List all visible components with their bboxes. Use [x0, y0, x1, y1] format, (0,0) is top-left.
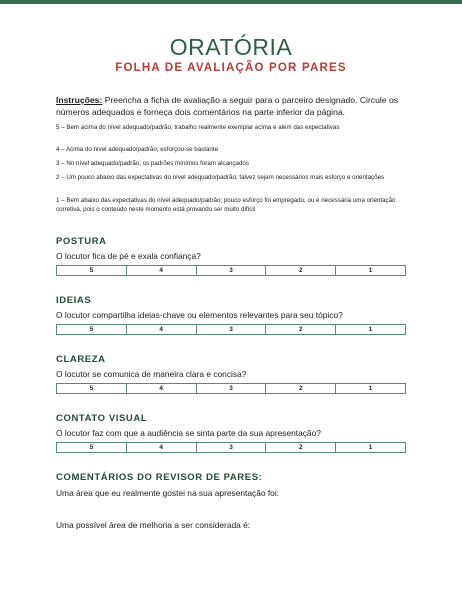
rating-option-2[interactable]: 2	[266, 325, 336, 334]
section-heading: CONTATO VISUAL	[56, 413, 148, 424]
rating-option-5[interactable]: 5	[57, 325, 127, 334]
scale-item-5: 5 – Bem acima do nível adequado/padrão; trabalho realmente exemplar acima e além das expectativas	[56, 124, 340, 131]
section-heading: POSTURA	[56, 236, 107, 247]
rating-option-5[interactable]: 5	[57, 384, 127, 393]
section-postura	[56, 236, 406, 276]
rating-option-3[interactable]: 3	[197, 266, 267, 275]
scale-item-3: 3 – No nível adequado/padrão; os padrões mínimos foram alcançados	[56, 160, 249, 167]
rating-option-1[interactable]: 1	[336, 384, 405, 393]
scale-item-1: 1 – Bem abaixo das expectativas do nível adequado/padrão; pouco esforço foi empregado, ou é necessária uma orientação corretiva, pois o conteúdo neste momento está provando ser muito difícil	[56, 197, 396, 213]
rating-option-5[interactable]: 5	[57, 443, 127, 452]
section-heading: IDEIAS	[56, 295, 92, 306]
rating-row-clareza	[56, 383, 406, 394]
rating-option-2[interactable]: 2	[266, 266, 336, 275]
comments-section	[56, 472, 406, 484]
rating-option-1[interactable]: 1	[336, 325, 405, 334]
comment-prompt-positive: Uma área que eu realmente gostei na sua apresentação foi:	[56, 488, 280, 498]
section-question: O locutor faz com que a audiência se sinta parte da sua apresentação?	[56, 428, 321, 438]
comment-prompt-improve: Uma possível área de melhoria a ser considerada é:	[56, 520, 251, 530]
rating-option-1[interactable]: 1	[336, 266, 405, 275]
section-question: O locutor fica de pé e exala confiança?	[56, 251, 201, 261]
section-clareza	[56, 354, 406, 394]
section-contato-visual	[56, 413, 406, 453]
rating-option-3[interactable]: 3	[197, 384, 267, 393]
section-question: O locutor se comunica de maneira clara e concisa?	[56, 369, 247, 379]
rating-row-contato-visual	[56, 442, 406, 453]
scale-item-4: 4 – Acima do nível adequado/padrão; esforçou-se bastante	[56, 146, 219, 153]
rating-option-5[interactable]: 5	[57, 266, 127, 275]
rating-row-postura	[56, 265, 406, 276]
section-question: O locutor compartilha ideias-chave ou elementos relevantes para seu tópico?	[56, 310, 343, 320]
rating-option-4[interactable]: 4	[127, 266, 197, 275]
section-heading: CLAREZA	[56, 354, 106, 365]
rating-option-3[interactable]: 3	[197, 443, 267, 452]
instructions	[56, 95, 416, 118]
page-subtitle: FOLHA DE AVALIAÇÃO POR PARES	[115, 62, 347, 74]
rating-option-2[interactable]: 2	[266, 384, 336, 393]
rating-row-ideias	[56, 324, 406, 335]
rating-option-1[interactable]: 1	[336, 443, 405, 452]
scale-item-2: 2 – Um pouco abaixo das expectativas do nível adequado/padrão; talvez sejam necessários mais esforço e orientações	[56, 174, 385, 181]
instructions-text: Preencha a ficha de avaliação a seguir para o parceiro designado. Circule os números adequados e forneça dois comentários na parte inferior da página.	[56, 95, 399, 117]
rating-option-3[interactable]: 3	[197, 325, 267, 334]
top-rule	[0, 0, 462, 4]
rating-option-2[interactable]: 2	[266, 443, 336, 452]
rating-option-4[interactable]: 4	[127, 384, 197, 393]
rating-option-4[interactable]: 4	[127, 443, 197, 452]
instructions-label: Instruções:	[56, 95, 103, 105]
section-ideias	[56, 295, 406, 335]
comments-heading: COMENTÁRIOS DO REVISOR DE PARES:	[56, 472, 263, 483]
page-title: ORATÓRIA	[169, 34, 293, 60]
rating-option-4[interactable]: 4	[127, 325, 197, 334]
